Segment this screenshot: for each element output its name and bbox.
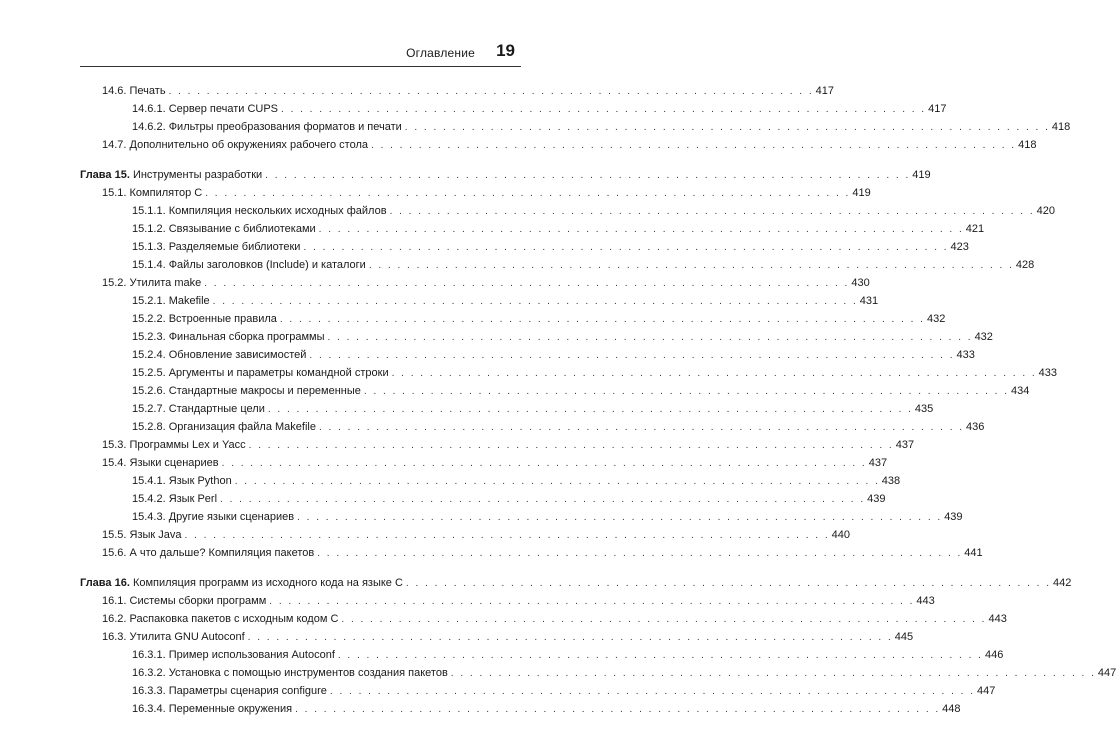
toc-section-entry[interactable]	[80, 529, 850, 547]
entry-title: 15.1.4. Файлы заголовков (Include) и каталоги	[132, 259, 369, 271]
dot-leader: . . . . . . . . . . . . . . . . . . . . . . . . . . . . . . . . . . . . . . . . . . . . . . . . . . . . . . . . . . . . . . . . . . . .	[281, 104, 927, 115]
entry-title: 15.2.1. Makefile	[132, 295, 213, 307]
toc-subsection-entry[interactable]	[80, 367, 1058, 385]
entry-page-number: 446	[984, 649, 1004, 661]
dot-leader: . . . . . . . . . . . . . . . . . . . . . . . . . . . . . . . . . . . . . . . . . . . . . . . . . . . . . . . . . . . . . . . . . . . .	[205, 188, 851, 199]
dot-leader: . . . . . . . . . . . . . . . . . . . . . . . . . . . . . . . . . . . . . . . . . . . . . . . . . . . . . . . . . . . . . . . . . . . .	[295, 704, 941, 715]
page-number: 19	[496, 41, 515, 60]
entry-title: 15.2.8. Организация файла Makefile	[132, 421, 319, 433]
toc-subsection-entry[interactable]	[80, 121, 1071, 139]
dot-leader: . . . . . . . . . . . . . . . . . . . . . . . . . . . . . . . . . . . . . . . . . . . . . . . . . . . . . . . . . . . . . . . . . . . .	[248, 440, 894, 451]
entry-page-number: 437	[868, 457, 888, 469]
entry-page-number: 431	[859, 295, 879, 307]
entry-title: 15.2.3. Финальная сборка программы	[132, 331, 327, 343]
dot-leader: . . . . . . . . . . . . . . . . . . . . . . . . . . . . . . . . . . . . . . . . . . . . . . . . . . . . . . . . . . . . . . . . . . . .	[337, 650, 983, 661]
toc-subsection-entry[interactable]	[80, 205, 1055, 223]
dot-leader: . . . . . . . . . . . . . . . . . . . . . . . . . . . . . . . . . . . . . . . . . . . . . . . . . . . . . . . . . . . . . . . . . . . .	[184, 530, 830, 541]
entry-title: 16.1. Системы сборки программ	[102, 595, 269, 607]
entry-page-number: 430	[851, 277, 870, 289]
dot-leader: . . . . . . . . . . . . . . . . . . . . . . . . . . . . . . . . . . . . . . . . . . . . . . . . . . . . . . . . . . . . . . . . . . . .	[363, 386, 1009, 397]
entry-title: 15.2.4. Обновление зависимостей	[132, 349, 309, 361]
dot-leader: . . . . . . . . . . . . . . . . . . . . . . . . . . . . . . . . . . . . . . . . . . . . . . . . . . . . . . . . . . . . . . . . . . . .	[318, 422, 965, 433]
entry-page-number: 447	[1097, 667, 1116, 679]
entry-title: 15.4. Языки сценариев	[102, 457, 222, 469]
toc-section-entry[interactable]	[80, 613, 1007, 631]
toc-subsection-entry[interactable]	[80, 223, 985, 241]
toc-subsection-entry[interactable]	[80, 649, 1004, 667]
entry-page-number: 419	[912, 169, 931, 181]
toc-subsection-entry[interactable]	[80, 421, 985, 439]
dot-leader: . . . . . . . . . . . . . . . . . . . . . . . . . . . . . . . . . . . . . . . . . . . . . . . . . . . . . . . . . . . . . . . . . . . .	[389, 206, 1035, 217]
entry-title: 14.6.2. Фильтры преобразования форматов и печати	[132, 121, 405, 133]
entry-title: 15.3. Программы Lex и Yacc	[102, 439, 249, 451]
chapter-number: Глава 15.	[80, 169, 130, 181]
entry-page-number: 419	[852, 187, 871, 199]
dot-leader: . . . . . . . . . . . . . . . . . . . . . . . . . . . . . . . . . . . . . . . . . . . . . . . . . . . . . . . . . . . . . . . . . . . .	[341, 614, 987, 625]
dot-leader: . . . . . . . . . . . . . . . . . . . . . . . . . . . . . . . . . . . . . . . . . . . . . . . . . . . . . . . . . . . . . . . . . . . .	[269, 596, 915, 607]
toc-subsection-entry[interactable]	[80, 331, 993, 349]
dot-leader: . . . . . . . . . . . . . . . . . . . . . . . . . . . . . . . . . . . . . . . . . . . . . . . . . . . . . . . . . . . . . . . . . . . .	[368, 260, 1014, 271]
entry-page-number: 433	[956, 349, 975, 361]
dot-leader: . . . . . . . . . . . . . . . . . . . . . . . . . . . . . . . . . . . . . . . . . . . . . . . . . . . . . . . . . . . . . . . . . . . .	[327, 332, 973, 343]
entry-page-number: 448	[942, 703, 961, 715]
toc-section-entry[interactable]	[80, 457, 888, 475]
entry-title: 16.2. Распаковка пакетов с исходным кодом С	[102, 613, 341, 625]
entry-page-number: 435	[914, 403, 934, 415]
dot-leader: . . . . . . . . . . . . . . . . . . . . . . . . . . . . . . . . . . . . . . . . . . . . . . . . . . . . . . . . . . . . . . . . . . . .	[450, 668, 1096, 679]
table-of-contents	[80, 85, 1116, 721]
entry-page-number: 418	[1051, 121, 1071, 133]
entry-page-number: 438	[881, 475, 901, 487]
entry-title: 15.2.2. Встроенные правила	[132, 313, 280, 325]
entry-page-number: 420	[1036, 205, 1055, 217]
chapter-title	[80, 577, 406, 589]
entry-title: 16.3.3. Параметры сценария configure	[132, 685, 330, 697]
dot-leader: . . . . . . . . . . . . . . . . . . . . . . . . . . . . . . . . . . . . . . . . . . . . . . . . . . . . . . . . . . . . . . . . . . . .	[391, 368, 1037, 379]
toc-subsection-entry[interactable]	[80, 385, 1030, 403]
toc-section-entry[interactable]	[80, 85, 834, 103]
entry-title: 15.5. Язык Java	[102, 529, 185, 541]
entry-page-number: 437	[895, 439, 915, 451]
toc-chapter-entry[interactable]	[80, 577, 1072, 595]
entry-page-number: 439	[867, 493, 886, 505]
toc-subsection-entry[interactable]	[80, 349, 975, 367]
entry-title: 15.1.1. Компиляция нескольких исходных файлов	[132, 205, 390, 217]
entry-title: 15.1.3. Разделяемые библиотеки	[132, 241, 303, 253]
toc-section-entry[interactable]	[80, 595, 935, 613]
toc-subsection-entry[interactable]	[80, 511, 963, 529]
entry-title: 14.7. Дополнительно об окружениях рабочего стола	[102, 139, 371, 151]
toc-subsection-entry[interactable]	[80, 403, 934, 421]
dot-leader: . . . . . . . . . . . . . . . . . . . . . . . . . . . . . . . . . . . . . . . . . . . . . . . . . . . . . . . . . . . . . . . . . . . .	[212, 296, 858, 307]
entry-title: 15.4.2. Язык Perl	[132, 493, 220, 505]
dot-leader: . . . . . . . . . . . . . . . . . . . . . . . . . . . . . . . . . . . . . . . . . . . . . . . . . . . . . . . . . . . . . . . . . . . .	[309, 350, 955, 361]
toc-section-entry[interactable]	[80, 187, 871, 205]
entry-page-number: 423	[950, 241, 969, 253]
dot-leader: . . . . . . . . . . . . . . . . . . . . . . . . . . . . . . . . . . . . . . . . . . . . . . . . . . . . . . . . . . . . . . . . . . . .	[297, 512, 943, 523]
dot-leader: . . . . . . . . . . . . . . . . . . . . . . . . . . . . . . . . . . . . . . . . . . . . . . . . . . . . . . . . . . . . . . . . . . . .	[221, 458, 867, 469]
entry-title: 15.2.6. Стандартные макросы и переменные	[132, 385, 364, 397]
toc-section-entry[interactable]	[80, 547, 983, 565]
entry-title: 16.3.2. Установка с помощью инструментов создания пакетов	[132, 667, 451, 679]
toc-subsection-entry[interactable]	[80, 685, 996, 703]
dot-leader: . . . . . . . . . . . . . . . . . . . . . . . . . . . . . . . . . . . . . . . . . . . . . . . . . . . . . . . . . . . . . . . . . . . .	[303, 242, 949, 253]
toc-subsection-entry[interactable]	[80, 103, 947, 121]
entry-page-number: 441	[964, 547, 983, 559]
entry-page-number: 428	[1015, 259, 1035, 271]
running-title: Оглавление	[406, 46, 475, 60]
toc-chapter-entry[interactable]	[80, 169, 931, 187]
entry-title: 16.3.1. Пример использования Autoconf	[132, 649, 338, 661]
entry-page-number: 447	[976, 685, 996, 697]
dot-leader: . . . . . . . . . . . . . . . . . . . . . . . . . . . . . . . . . . . . . . . . . . . . . . . . . . . . . . . . . . . . . . . . . . . .	[404, 122, 1050, 133]
dot-leader: . . . . . . . . . . . . . . . . . . . . . . . . . . . . . . . . . . . . . . . . . . . . . . . . . . . . . . . . . . . . . . . . . . . .	[318, 224, 964, 235]
toc-subsection-entry[interactable]	[80, 295, 879, 313]
entry-title: 15.2.7. Стандартные цели	[132, 403, 268, 415]
entry-title: 16.3. Утилита GNU Autoconf	[102, 631, 248, 643]
chapter-number: Глава 16.	[80, 577, 130, 589]
page-header	[80, 40, 521, 67]
dot-leader: . . . . . . . . . . . . . . . . . . . . . . . . . . . . . . . . . . . . . . . . . . . . . . . . . . . . . . . . . . . . . . . . . . . .	[234, 476, 880, 487]
entry-title: 15.4.1. Язык Python	[132, 475, 235, 487]
entry-title: 15.2. Утилита make	[102, 277, 204, 289]
toc-subsection-entry[interactable]	[80, 703, 961, 721]
entry-page-number: 439	[944, 511, 963, 523]
dot-leader: . . . . . . . . . . . . . . . . . . . . . . . . . . . . . . . . . . . . . . . . . . . . . . . . . . . . . . . . . . . . . . . . . . . .	[279, 314, 925, 325]
entry-page-number: 440	[831, 529, 850, 541]
entry-page-number: 433	[1038, 367, 1058, 379]
dot-leader: . . . . . . . . . . . . . . . . . . . . . . . . . . . . . . . . . . . . . . . . . . . . . . . . . . . . . . . . . . . . . . . . . . . .	[265, 170, 911, 181]
entry-page-number: 443	[916, 595, 935, 607]
toc-subsection-entry[interactable]	[80, 241, 969, 259]
entry-title: 14.6.1. Сервер печати CUPS	[132, 103, 281, 115]
toc-subsection-entry[interactable]	[80, 259, 1035, 277]
entry-title: 15.2.5. Аргументы и параметры командной строки	[132, 367, 392, 379]
entry-page-number: 417	[928, 103, 947, 115]
entry-title: 15.1. Компилятор С	[102, 187, 205, 199]
entry-page-number: 417	[815, 85, 834, 97]
entry-title: 15.4.3. Другие языки сценариев	[132, 511, 297, 523]
toc-section-entry[interactable]	[80, 439, 915, 457]
entry-page-number: 434	[1010, 385, 1030, 397]
toc-section-entry[interactable]	[80, 277, 870, 295]
toc-section-entry[interactable]	[80, 631, 914, 649]
entry-title: 16.3.4. Переменные окружения	[132, 703, 295, 715]
chapter-spacer	[80, 157, 501, 169]
dot-leader: . . . . . . . . . . . . . . . . . . . . . . . . . . . . . . . . . . . . . . . . . . . . . . . . . . . . . . . . . . . . . . . . . . . .	[267, 404, 913, 415]
entry-page-number: 432	[926, 313, 946, 325]
chapter-title	[80, 169, 265, 181]
dot-leader: . . . . . . . . . . . . . . . . . . . . . . . . . . . . . . . . . . . . . . . . . . . . . . . . . . . . . . . . . . . . . . . . . . . .	[329, 686, 975, 697]
toc-subsection-entry[interactable]	[80, 475, 901, 493]
entry-page-number: 421	[965, 223, 985, 235]
toc-section-entry[interactable]	[80, 139, 1037, 157]
entry-page-number: 432	[974, 331, 993, 343]
toc-subsection-entry[interactable]	[80, 667, 1116, 685]
entry-page-number: 442	[1052, 577, 1072, 589]
dot-leader: . . . . . . . . . . . . . . . . . . . . . . . . . . . . . . . . . . . . . . . . . . . . . . . . . . . . . . . . . . . . . . . . . . . .	[317, 548, 963, 559]
chapter-spacer	[80, 565, 501, 577]
chapter-name: Компиляция программ из исходного кода на языке С	[132, 577, 403, 589]
entry-page-number: 436	[966, 421, 985, 433]
entry-page-number: 445	[894, 631, 914, 643]
dot-leader: . . . . . . . . . . . . . . . . . . . . . . . . . . . . . . . . . . . . . . . . . . . . . . . . . . . . . . . . . . . . . . . . . . . .	[371, 140, 1017, 151]
entry-title: 15.6. А что дальше? Компиляция пакетов	[102, 547, 317, 559]
dot-leader: . . . . . . . . . . . . . . . . . . . . . . . . . . . . . . . . . . . . . . . . . . . . . . . . . . . . . . . . . . . . . . . . . . . .	[204, 278, 850, 289]
dot-leader: . . . . . . . . . . . . . . . . . . . . . . . . . . . . . . . . . . . . . . . . . . . . . . . . . . . . . . . . . . . . . . . . . . . .	[220, 494, 866, 505]
dot-leader: . . . . . . . . . . . . . . . . . . . . . . . . . . . . . . . . . . . . . . . . . . . . . . . . . . . . . . . . . . . . . . . . . . . .	[168, 86, 814, 97]
entry-title: 15.1.2. Связывание с библиотеками	[132, 223, 319, 235]
dot-leader: . . . . . . . . . . . . . . . . . . . . . . . . . . . . . . . . . . . . . . . . . . . . . . . . . . . . . . . . . . . . . . . . . . . .	[247, 632, 893, 643]
toc-subsection-entry[interactable]	[80, 313, 946, 331]
entry-title: 14.6. Печать	[102, 85, 169, 97]
entry-page-number: 418	[1018, 139, 1037, 151]
entry-page-number: 443	[988, 613, 1007, 625]
chapter-name: Инструменты разработки	[132, 169, 263, 181]
toc-subsection-entry[interactable]	[80, 493, 886, 511]
dot-leader: . . . . . . . . . . . . . . . . . . . . . . . . . . . . . . . . . . . . . . . . . . . . . . . . . . . . . . . . . . . . . . . . . . . .	[405, 578, 1051, 589]
